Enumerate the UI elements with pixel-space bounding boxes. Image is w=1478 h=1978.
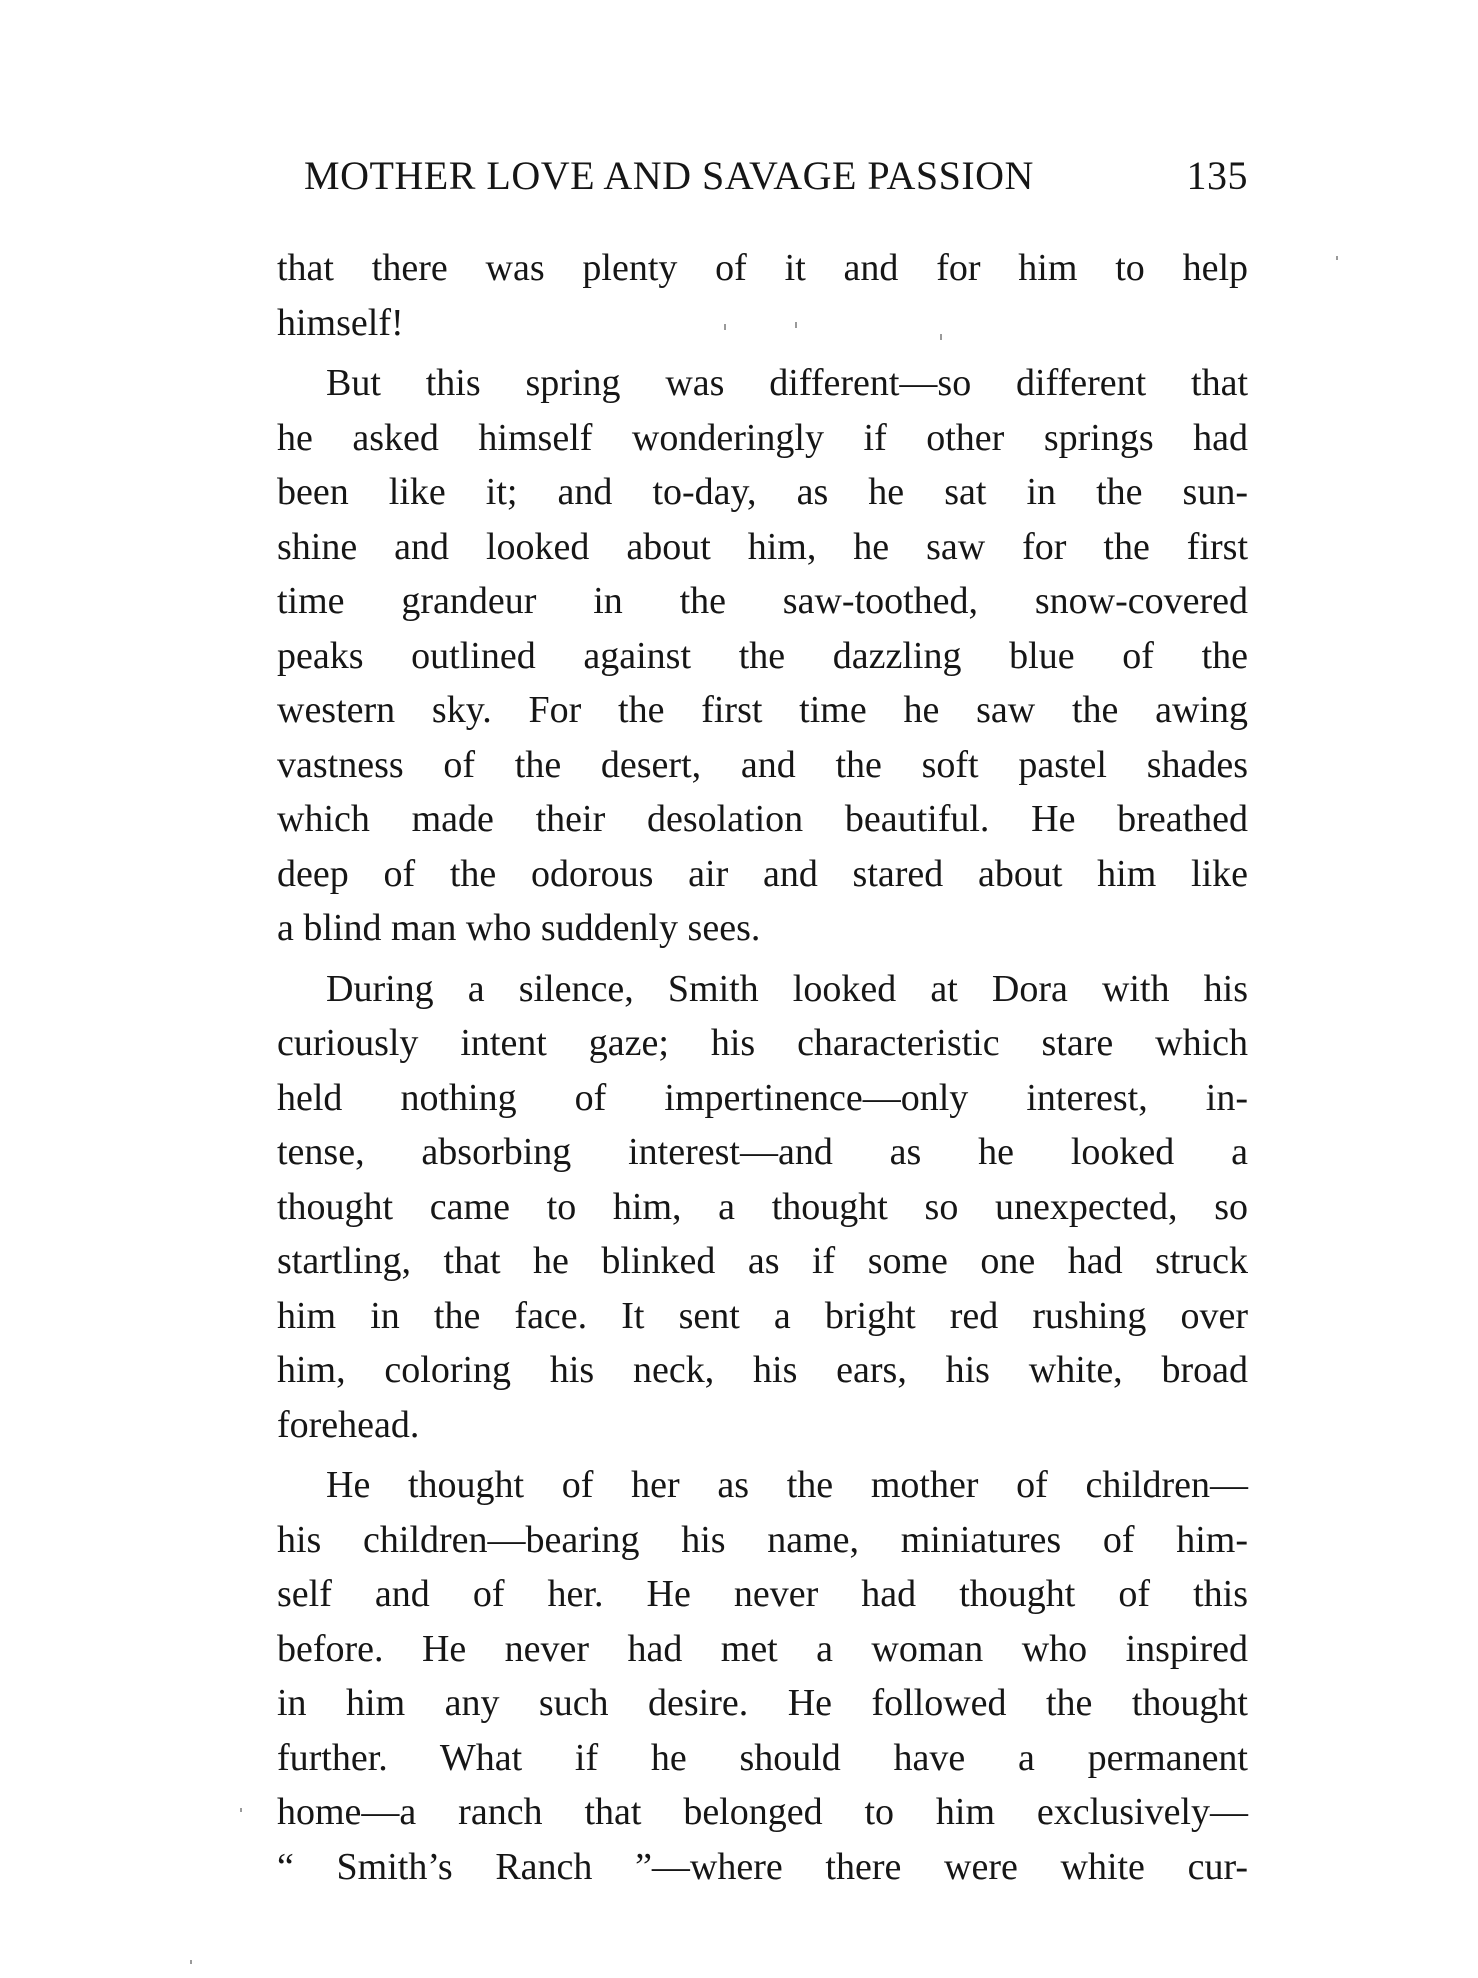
text-line: that there was plenty of it and for him to help [277, 247, 1248, 289]
scan-speck [795, 322, 797, 328]
text-line: thought came to him, a thought so unexpected, so [277, 1185, 1248, 1228]
text-line: shine and looked about him, he saw for the first [277, 525, 1248, 568]
text-line: him in the face. It sent a bright red rushing over [277, 1294, 1248, 1337]
paragraph [277, 962, 1248, 1453]
text-line: vastness of the desert, and the soft pastel shades [277, 743, 1248, 786]
scan-speck [1336, 256, 1338, 260]
scan-speck [940, 334, 942, 340]
text-line: He thought of her as the mother of children— [326, 1464, 1248, 1506]
paragraph [277, 241, 1248, 350]
text-line: his children—bearing his name, miniatures of him- [277, 1518, 1248, 1561]
text-line: “ Smith’s Ranch ”—where there were white cur- [277, 1845, 1248, 1888]
text-line: a blind man who suddenly sees. [277, 907, 761, 949]
text-line: tense, absorbing interest—and as he looked a [277, 1131, 1248, 1173]
text-line: forehead. [277, 1403, 420, 1446]
text-line: During a silence, Smith looked at Dora with his [326, 967, 1248, 1010]
text-line: been like it; and to-day, as he sat in the sun- [277, 471, 1248, 513]
text-line: before. He never had met a woman who inspired [277, 1627, 1248, 1670]
body-text [277, 241, 1248, 1894]
text-line: home—a ranch that belonged to him exclusively— [277, 1791, 1248, 1833]
text-line: peaks outlined against the dazzling blue of the [277, 634, 1248, 677]
scan-speck [724, 324, 726, 330]
text-line: self and of her. He never had thought of this [277, 1573, 1248, 1615]
page-number: 135 [1186, 153, 1248, 198]
text-line: him, coloring his neck, his ears, his white, broad [277, 1349, 1248, 1391]
text-line: startling, that he blinked as if some one had struck [277, 1240, 1248, 1282]
text-line: curiously intent gaze; his characteristic stare which [277, 1022, 1248, 1064]
text-line: further. What if he should have a permanent [277, 1736, 1248, 1779]
text-line: he asked himself wonderingly if other springs had [277, 416, 1248, 459]
text-line: which made their desolation beautiful. He breathed [277, 798, 1248, 840]
text-line: in him any such desire. He followed the thought [277, 1682, 1248, 1724]
running-head [304, 146, 1248, 206]
paragraph [277, 1458, 1248, 1894]
text-line: held nothing of impertinence—only interest, in- [277, 1076, 1248, 1119]
text-line: time grandeur in the saw-toothed, snow-covered [277, 580, 1248, 622]
paragraph [277, 356, 1248, 956]
text-line: himself! [277, 301, 404, 344]
text-line: western sky. For the first time he saw the awing [277, 689, 1248, 731]
scan-speck [190, 1960, 192, 1964]
running-title: MOTHER LOVE AND SAVAGE PASSION [304, 153, 1034, 198]
text-line: But this spring was different—so different that [326, 362, 1248, 404]
text-line: deep of the odorous air and stared about him like [277, 852, 1248, 895]
scan-speck [240, 1808, 242, 1812]
